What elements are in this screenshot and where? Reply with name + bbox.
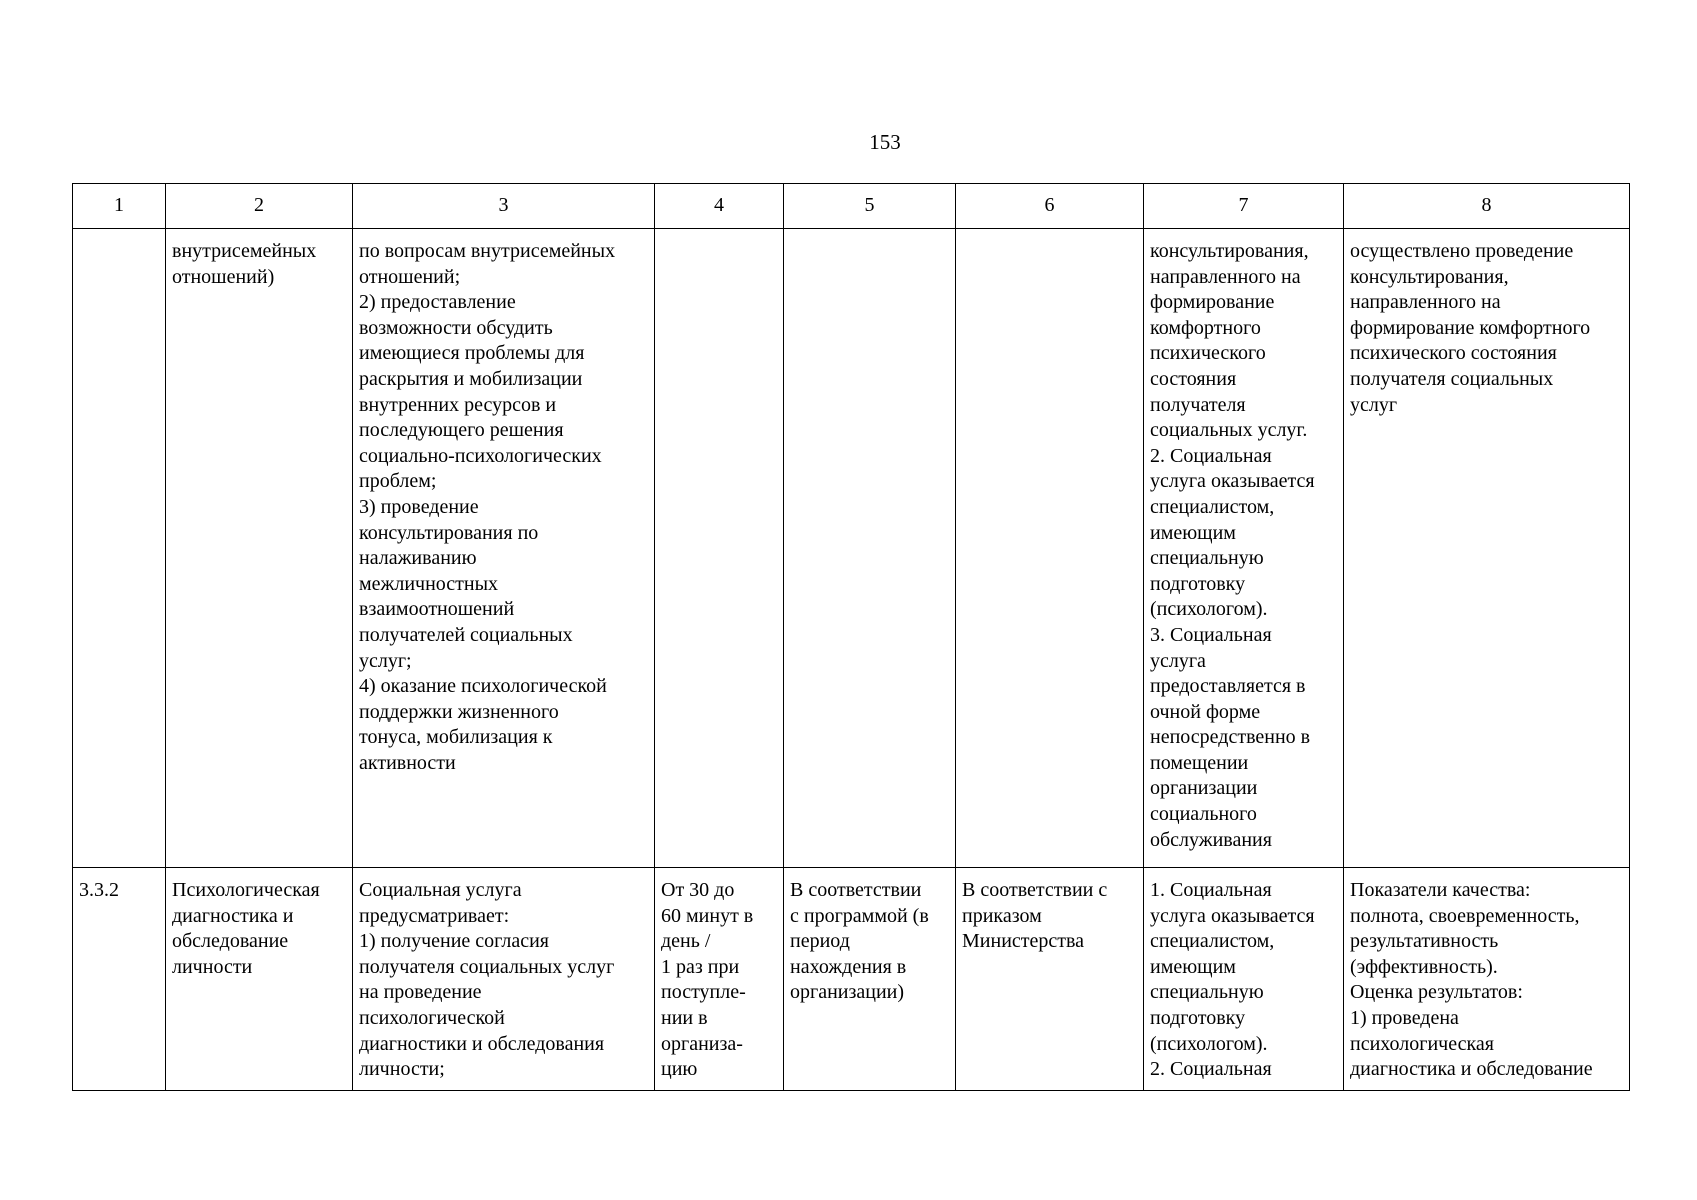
table-row <box>73 229 1630 868</box>
column-header: 6 <box>956 184 1144 229</box>
table-header-row <box>73 184 1630 229</box>
cell-tariff: В соответствии с приказом Министерства <box>956 868 1144 1091</box>
column-header: 3 <box>353 184 655 229</box>
cell-tariff <box>956 229 1144 868</box>
cell-quality: Показатели качества: полнота, своевременность, результативность (эффективность). Оценка результатов: 1) проведена психологическая диагностика и обследование <box>1344 868 1630 1091</box>
column-header: 4 <box>655 184 784 229</box>
cell-number: 3.3.2 <box>73 868 166 1091</box>
column-header: 7 <box>1144 184 1344 229</box>
column-header: 1 <box>73 184 166 229</box>
cell-frequency <box>784 229 956 868</box>
column-header: 8 <box>1344 184 1630 229</box>
cell-duration <box>655 229 784 868</box>
cell-conditions: 1. Социальная услуга оказывается специалистом, имеющим специальную подготовку (психологом). 2. Социальная <box>1144 868 1344 1091</box>
cell-service-name: внутрисемейных отношений) <box>166 229 353 868</box>
cell-duration: От 30 до 60 минут в день / 1 раз при поступле- нии в организа- цию <box>655 868 784 1091</box>
table-row <box>73 868 1630 1091</box>
column-header: 5 <box>784 184 956 229</box>
page-number: 153 <box>869 130 901 154</box>
cell-number <box>73 229 166 868</box>
services-table <box>72 183 1630 1091</box>
cell-service-name: Психологическая диагностика и обследование личности <box>166 868 353 1091</box>
cell-description: Социальная услуга предусматривает: 1) получение согласия получателя социальных услуг на проведение психологической диагностики и обследования личности; <box>353 868 655 1091</box>
cell-quality: осуществлено проведение консультирования, направленного на формирование комфортного психического состояния получателя социальных услуг <box>1344 229 1630 868</box>
cell-frequency: В соответствии с программой (в период нахождения в организации) <box>784 868 956 1091</box>
cell-conditions: консультирования, направленного на формирование комфортного психического состояния получателя социальных услуг. 2. Социальная услуга оказывается специалистом, имеющим специальную подготовку (психологом). 3. Социальная услуга предоставляется в очной форме непосредственно в помещении организации социального обслуживания <box>1144 229 1344 868</box>
column-header: 2 <box>166 184 353 229</box>
cell-description: по вопросам внутрисемейных отношений; 2) предоставление возможности обсудить имеющиеся проблемы для раскрытия и мобилизации внутренних ресурсов и последующего решения социально-психологических проблем; 3) проведение консультирования по налаживанию межличностных взаимоотношений получателей социальных услуг; 4) оказание психологической поддержки жизненного тонуса, мобилизация к активности <box>353 229 655 868</box>
